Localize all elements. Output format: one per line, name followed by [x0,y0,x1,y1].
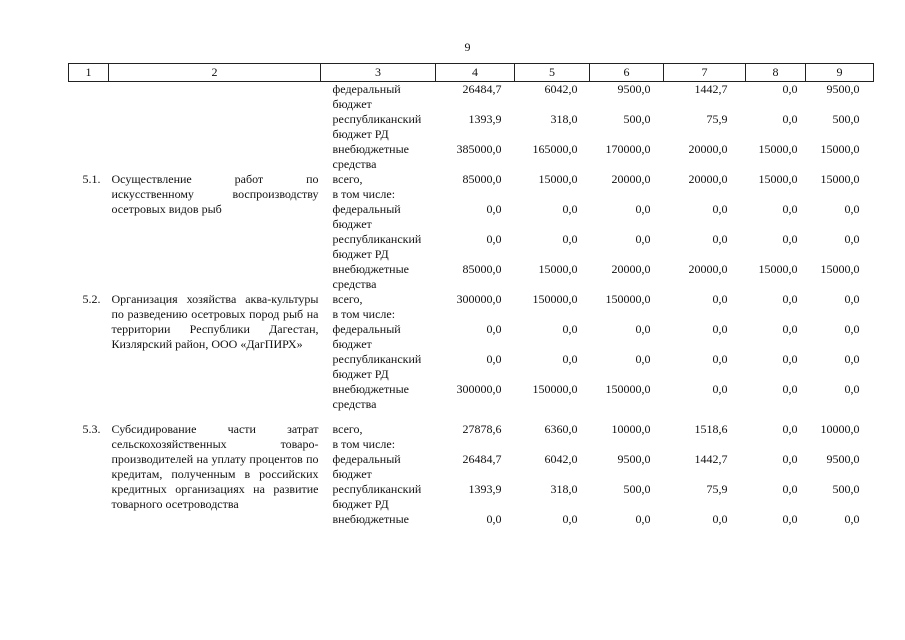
amount-cell: 6042,0 [544,452,578,466]
funding-source: республиканский бюджет РД [332,482,422,511]
amount-cell [590,307,664,322]
funding-source: в том числе: [332,437,396,451]
amount-cell: 0,0 [782,112,798,126]
amount-cell: 15000,0 [820,262,860,276]
amount-cell: 0,0 [844,512,860,526]
amount-cell: 0,0 [712,382,728,396]
amount-cell: 0,0 [782,512,798,526]
amount-cell: 0,0 [635,322,651,336]
amount-cell [664,187,746,202]
amount-cell: 0,0 [712,292,728,306]
table-row [69,82,874,113]
amount-cell [664,437,746,452]
amount-cell: 0,0 [712,202,728,216]
amount-cell: 20000,0 [688,172,728,186]
amount-cell: 0,0 [782,232,798,246]
amount-cell: 0,0 [782,382,798,396]
column-number: 9 [806,64,874,82]
amount-cell: 26484,7 [462,82,502,96]
amount-cell [515,307,590,322]
amount-cell: 1393,9 [468,112,502,126]
amount-cell: 0,0 [562,322,578,336]
amount-cell: 20000,0 [688,262,728,276]
funding-source: внебюджетные средства [332,142,409,171]
amount-cell [590,437,664,452]
amount-cell [436,437,515,452]
amount-cell: 15000,0 [820,142,860,156]
funding-source: всего, [332,172,363,186]
amount-cell: 0,0 [782,202,798,216]
amount-cell: 20000,0 [611,172,651,186]
amount-cell: 6360,0 [544,422,578,436]
amount-cell: 85000,0 [462,172,502,186]
funding-source: федеральный бюджет [332,322,401,351]
amount-cell: 300000,0 [456,382,502,396]
amount-cell: 0,0 [844,352,860,366]
amount-cell [746,187,806,202]
row-spacer [69,412,874,422]
funding-source: федеральный бюджет [332,202,401,231]
funding-source: федеральный бюджет [332,452,401,481]
amount-cell: 0,0 [844,292,860,306]
section-title: Организация хозяйства аква-культуры по разведению осетровых пород рыб на территории Республики Дагестан, Кизлярский район, ООО «ДагПИРХ» [111,292,319,351]
page-number: 9 [464,40,471,54]
amount-cell: 0,0 [486,232,502,246]
amount-cell: 0,0 [486,202,502,216]
amount-cell: 500,0 [623,482,651,496]
amount-cell: 0,0 [782,322,798,336]
amount-cell: 15000,0 [758,142,798,156]
amount-cell: 1393,9 [468,482,502,496]
funding-source: в том числе: [332,307,396,321]
amount-cell: 1518,6 [694,422,728,436]
amount-cell: 0,0 [782,352,798,366]
amount-cell: 0,0 [486,512,502,526]
column-number: 6 [590,64,664,82]
amount-cell [590,187,664,202]
funding-source: республиканский бюджет РД [332,232,422,261]
amount-cell: 6042,0 [544,82,578,96]
amount-cell: 9500,0 [826,82,860,96]
amount-cell: 10000,0 [820,422,860,436]
section-index: 5.2. [82,292,101,306]
amount-cell: 0,0 [712,322,728,336]
amount-cell: 15000,0 [820,172,860,186]
amount-cell [806,307,874,322]
amount-cell: 0,0 [562,352,578,366]
amount-cell: 85000,0 [462,262,502,276]
funding-table [68,63,874,527]
amount-cell: 20000,0 [688,142,728,156]
amount-cell: 26484,7 [462,452,502,466]
amount-cell [436,187,515,202]
amount-cell: 75,9 [706,112,728,126]
amount-cell: 0,0 [844,382,860,396]
amount-cell: 318,0 [550,112,578,126]
amount-cell [664,307,746,322]
amount-cell: 318,0 [550,482,578,496]
amount-cell: 0,0 [635,352,651,366]
amount-cell: 15000,0 [758,172,798,186]
funding-source: всего, [332,422,363,436]
column-number: 2 [109,64,321,82]
section-title: Субсидирование части затрат сельскохозяйственных товаро-производителей на уплату процентов по кредитам, полученным в российских кредитных организациях на развитие товарного осетроводства [111,422,319,511]
amount-cell: 150000,0 [532,382,578,396]
column-number: 3 [321,64,436,82]
amount-cell: 9500,0 [617,82,651,96]
amount-cell: 0,0 [782,422,798,436]
amount-cell: 150000,0 [605,382,651,396]
amount-cell: 0,0 [635,202,651,216]
amount-cell: 0,0 [712,352,728,366]
amount-cell: 500,0 [623,112,651,126]
amount-cell: 75,9 [706,482,728,496]
amount-cell: 0,0 [782,482,798,496]
amount-cell: 0,0 [844,322,860,336]
column-number: 5 [515,64,590,82]
amount-cell: 500,0 [832,482,860,496]
amount-cell: 1442,7 [694,82,728,96]
funding-source: республиканский бюджет РД [332,352,422,381]
amount-cell [746,437,806,452]
funding-source: внебюджетные [332,512,409,526]
amount-cell: 9500,0 [826,452,860,466]
table-row [69,422,874,437]
amount-cell: 10000,0 [611,422,651,436]
amount-cell: 0,0 [782,82,798,96]
amount-cell: 0,0 [782,452,798,466]
amount-cell: 385000,0 [456,142,502,156]
amount-cell: 300000,0 [456,292,502,306]
amount-cell [436,307,515,322]
amount-cell: 27878,6 [462,422,502,436]
section-title: Осуществление работ по искусственному воспроизводству осетровых видов рыб [111,172,319,216]
amount-cell: 0,0 [486,352,502,366]
amount-cell: 0,0 [635,232,651,246]
amount-cell: 0,0 [712,232,728,246]
amount-cell [515,187,590,202]
table-row [69,292,874,307]
amount-cell [515,437,590,452]
section-index: 5.1. [82,172,101,186]
amount-cell [806,187,874,202]
amount-cell: 0,0 [712,512,728,526]
funding-source: внебюджетные средства [332,262,409,291]
amount-cell: 15000,0 [538,172,578,186]
amount-cell: 0,0 [562,232,578,246]
column-number: 4 [436,64,515,82]
amount-cell: 0,0 [844,202,860,216]
amount-cell: 15000,0 [758,262,798,276]
column-number: 7 [664,64,746,82]
section-index: 5.3. [82,422,101,436]
funding-source: в том числе: [332,187,396,201]
amount-cell: 170000,0 [605,142,651,156]
table-row [69,172,874,187]
column-number: 1 [69,64,109,82]
amount-cell: 0,0 [782,292,798,306]
funding-source: всего, [332,292,363,306]
amount-cell: 0,0 [562,512,578,526]
amount-cell: 0,0 [844,232,860,246]
amount-cell: 150000,0 [532,292,578,306]
column-number: 8 [746,64,806,82]
funding-source: республиканский бюджет РД [332,112,422,141]
amount-cell: 9500,0 [617,452,651,466]
amount-cell: 500,0 [832,112,860,126]
amount-cell: 1442,7 [694,452,728,466]
amount-cell: 0,0 [635,512,651,526]
funding-source: внебюджетные средства [332,382,409,411]
funding-source: федеральный бюджет [332,82,401,111]
amount-cell: 0,0 [486,322,502,336]
section-title [109,82,321,173]
amount-cell: 0,0 [562,202,578,216]
amount-cell: 15000,0 [538,262,578,276]
amount-cell [806,437,874,452]
amount-cell: 20000,0 [611,262,651,276]
column-number-row [69,64,874,82]
spacer-cell [69,412,874,422]
amount-cell [746,307,806,322]
amount-cell: 165000,0 [532,142,578,156]
section-index [69,82,109,173]
amount-cell: 150000,0 [605,292,651,306]
